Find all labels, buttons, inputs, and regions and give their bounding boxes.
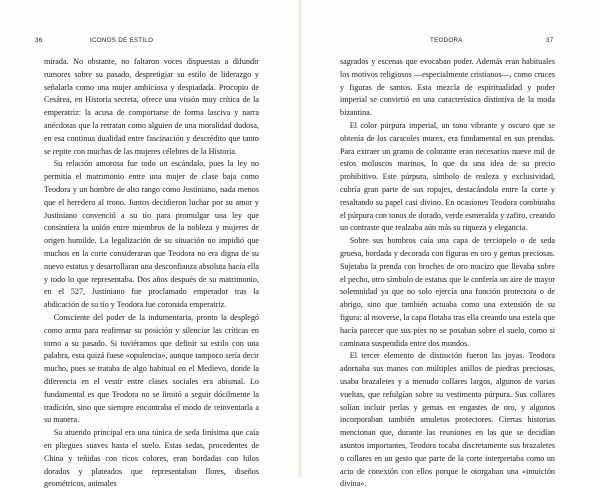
- left-running-head: ICONOS DE ESTILO: [90, 37, 154, 44]
- right-running-head: TEODORA: [430, 37, 463, 44]
- left-page-body: [44, 56, 259, 491]
- paragraph: El tercer elemento de distinción fueron las joyas. Teodora adornaba sus manos con múltiples anillos de piedras preciosas, usaba brazaletes y a menudo collares largos, algunos de varias vueltas, que refulgían sobre su vestimenta púrpura. Sus collares solían incluir perlas y gemas en engastes de oro, y algunos incorporaban también amuletos protectores. Ciertas historias mencionan que, durante las reuniones en las que se decidían asuntos importantes, Teodora tocaba discretamente sus brazaletes o collares en un gesto que parte de la corte interpretaba como un acto de conexión con ellos porque le otorgaban una «intuición divina».: [340, 351, 555, 489]
- left-page-number: 36: [35, 37, 43, 44]
- paragraph: Su atuendo principal era una túnica de seda finísima que caía en pliegues suaves hasta el suelo. Estas sedas, procedentes de China y teñidas con ricos colores, eran bordadas con hilos dorados y plateados que representaban flores, diseños geométricos, animales: [44, 428, 259, 489]
- paragraph: Consciente del poder de la indumentaria, pronto la desplegó como arma para reafirmar su posición y silenciar las críticas en torno a su pasado. Si tuviéramos que definir su estilo con una palabra, esta quizá fuese «opulencia», aunque tampoco sería decir mucho, pues se trataba de algo habitual en el Medievo, donde la diferencia en el vestir entre clases sociales era abismal. Lo fundamental es que Teodora no se limitó a seguir dócilmente la tradición, sino que siempre encontraba el modo de reinventarla a su manera.: [44, 312, 259, 425]
- right-page-number: 37: [546, 37, 554, 44]
- right-page-body: [340, 56, 555, 491]
- paragraph: sagrados y escenas que evocaban poder. Además eran habituales los motivos religiosos —especialmente cristianos—, como cruces y figuras de santos. Esta mezcla de espiritualidad y poder imperial se convirtió en una característica distintiva de la moda bizantina.: [340, 57, 555, 118]
- paragraph: El color púrpura imperial, un tono vibrante y oscuro que se obtenía de los caracoles murex, era fundamental en sus prendas. Para extraer un gramo de colorante eran necesarios nueve mil de estos moluscos marinos, lo que da una idea de su precio prohibitivo. Este púrpura, símbolo de realeza y exclusividad, cubría gran parte de sus ropajes, destacándola entre la corte y resaltando su papel casi divino. En ocasiones Teodora combinaba el púrpura con tonos de dorado, verde esmeralda y zafiro, creando un contraste que realzaba aún más su riqueza y elegancia.: [340, 120, 555, 233]
- paragraph: Sobre sus hombros caía una capa de terciopelo o de seda gruesa, bordada y decorada con figuras en oro y gemas preciosas. Sujetaba la prenda con broches de oro macizo que llevaba sobre el pecho, otro símbolo de estatus que le confería un aire de mayor solemnidad ya que no solo ejercía una función protectora o de abrigo, sino que también actuaba como una extensión de su figura: al moverse, la capa flotaba tras ella creando una estela que hacía parecer que sus pies no se posaban sobre el suelo, como si caminara suspendida entre dos mundos.: [340, 236, 555, 348]
- right-page: [300, 0, 600, 489]
- paragraph: mirada. No obstante, no faltaron voces dispuestas a difundir rumores sobre su pasado, despretigiar su estilo de liderazgo y señalarla como una mujer ambiciosa y despiadada. Procopio de Cesárea, en Historia secreta, ofrece una visión muy crítica de la emperatriz: la acusa de comportarse de forma lasciva y narra anécdotas que la retratan como alguien de una moralidad dudosa, en esa continua dualidad entre fascinación y descrédito que tanto se repite con muchas de las mujeres célebres de la Historia.: [44, 57, 259, 156]
- left-page: [0, 0, 300, 489]
- paragraph: Su relación amorosa fue todo un escándalo, pues la ley no permitía el matrimonio entre una mujer de clase baja como Teodora y un hombre de alto rango como Justiniano, nada menos que el heredero al trono. Juntos decidieron luchar por su amor y Justiniano convenció a su tío para promulgar una ley que consintiera la unión entre miembros de la nobleza y mujeres de origen humilde. La legalización de su situación no impidió que muchos en la corte consideraran que Teodora no era digna de su nuevo estatus y desarrollaran una desconfianza absoluta hacia ella y todo lo que representaba. Dos años después de su matrimonio, en el 527, Justiniano fue proclamado emperador tras la abdicación de su tío y Teodora fue coronada emperatriz.: [44, 159, 259, 310]
